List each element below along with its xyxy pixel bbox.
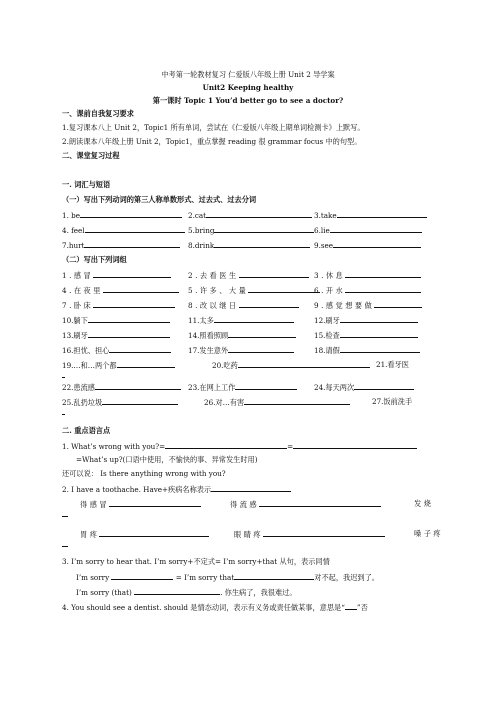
point-2-item: 眼睛疼 [234, 529, 385, 539]
verb-item: 1. be [62, 210, 182, 220]
requirement-1: 1.复习课本八上 Unit 2，Topic1 所有单词，尝试在《仁爱版八年级上期单词检测卡》上默写。 [62, 123, 365, 132]
phrase-item: 15.检查 [314, 330, 418, 340]
verb-item: 9.see [314, 240, 421, 250]
phrase-item: 16.担忧、担心 [62, 345, 171, 355]
point-3-example-2: I’m sorry (that) . 你生病了，我很难过。 [76, 588, 297, 597]
point-4: 4. You should see a dentist. should 是情态动词，表示有义务或责任做某事，意思是“ ”否 [62, 603, 368, 612]
wrap-blank [62, 370, 65, 380]
keypoints-heading: 二. 重点语言点 [62, 426, 111, 435]
phrase-item: 23.在网上工作 [188, 382, 297, 392]
requirement-2: 2.朗读课本八年级上册 Unit 2，Topic1，重点掌握 reading 很 grammar focus 中的句型。 [62, 137, 362, 146]
point-2-item: 胃疼 [80, 529, 209, 539]
point-2: 2. I have a toothache. Have+疾病名称表示 [62, 484, 291, 494]
point-2-item: 得感冒 [80, 499, 201, 509]
verb-item: 4. feel [62, 225, 185, 235]
verb-item: 2.cat [188, 210, 312, 220]
point-3: 3. I’m sorry to hear that. I’m sorry+不定式= I’m sorry+that 从句，表示同情 [62, 557, 330, 566]
verb-item: 8.drink [188, 240, 310, 250]
phrase-item: 3.休息 [314, 270, 421, 280]
phrase-item: 4.在夜里 [62, 285, 179, 295]
phrase-item: 13.刷牙 [62, 330, 170, 340]
point-2-item: 嗓子疼 [414, 529, 444, 538]
phrase-item: 20.吃药 [212, 360, 370, 370]
point-3-example-1: I’m sorry = I’m sorry that 对不起，我迟到了。 [76, 573, 379, 582]
verb-item: 7.hurt [62, 240, 180, 250]
verb-item: 6.lie [314, 225, 422, 235]
phrase-item: 12.刷牙 [314, 315, 418, 325]
phrase-item: 14.照看照顾 [188, 330, 296, 340]
vocab-heading: 一. 词汇与短语 [62, 180, 111, 189]
phrase-item: 21.看牙医 [376, 360, 409, 369]
wrap-blank [62, 509, 68, 519]
section2-heading: 二、课堂复习过程 [62, 151, 120, 160]
phrase-item: 10.躺下 [62, 315, 170, 325]
point-1-note: =What’s up?(口语中使用，不愉快的事、异常发生时用) [76, 455, 258, 464]
verb-item: 5.bring [188, 225, 314, 235]
point-1: 1. What’s wrong with you?= = [62, 441, 417, 451]
phrase-item: 9.感觉想要做 [314, 300, 422, 310]
phrase-item: 22.患流感 [62, 382, 181, 392]
phrase-item: 17.发生意外 [188, 345, 294, 355]
point-2-item: 发烧 [414, 499, 434, 508]
phrase-item: 18.请假 [314, 345, 420, 355]
wrap-blank [62, 407, 65, 417]
phrase-item: 27.饭前洗手 [372, 397, 413, 406]
phrase-item: 2.去看医生 [188, 270, 309, 280]
part2-title: （二）写出下列词组 [62, 255, 127, 264]
phrase-item: 26.对…有害 [204, 397, 350, 407]
phrase-item: 8.改以继日 [188, 300, 299, 310]
phrase-item: 24.每天两次 [314, 382, 414, 392]
point-1-also: 还可以说： Is there anything wrong with you? [62, 469, 226, 478]
section1-heading: 一、课前自我复习要求 [62, 109, 134, 118]
phrase-item: 19.…和…两个都 [62, 360, 175, 370]
phrase-item: 1.感冒 [62, 270, 171, 280]
phrase-item: 7.卧床 [62, 300, 175, 310]
phrase-item: 6.开水 [314, 285, 421, 295]
phrase-item: 5.许多、大量 [188, 285, 320, 295]
point-2-item: 得流感 [230, 499, 381, 509]
phrase-item: 25.乱扔垃圾 [62, 397, 178, 407]
wrap-blank [62, 539, 68, 549]
lesson-title: 第一课时 Topic 1 You’d better go to see a doctor? [152, 96, 344, 105]
phrase-item: 11.太多 [188, 315, 294, 325]
part1-title: （一）写出下列动词的第三人称单数形式、过去式、过去分词 [62, 195, 257, 204]
top-title: 中考第一轮教材复习 仁爱版八年级上册 Unit 2 导学案 [161, 70, 335, 79]
verb-item: 3.take [314, 210, 427, 220]
unit-title: Unit2 Keeping healthy [202, 83, 294, 92]
